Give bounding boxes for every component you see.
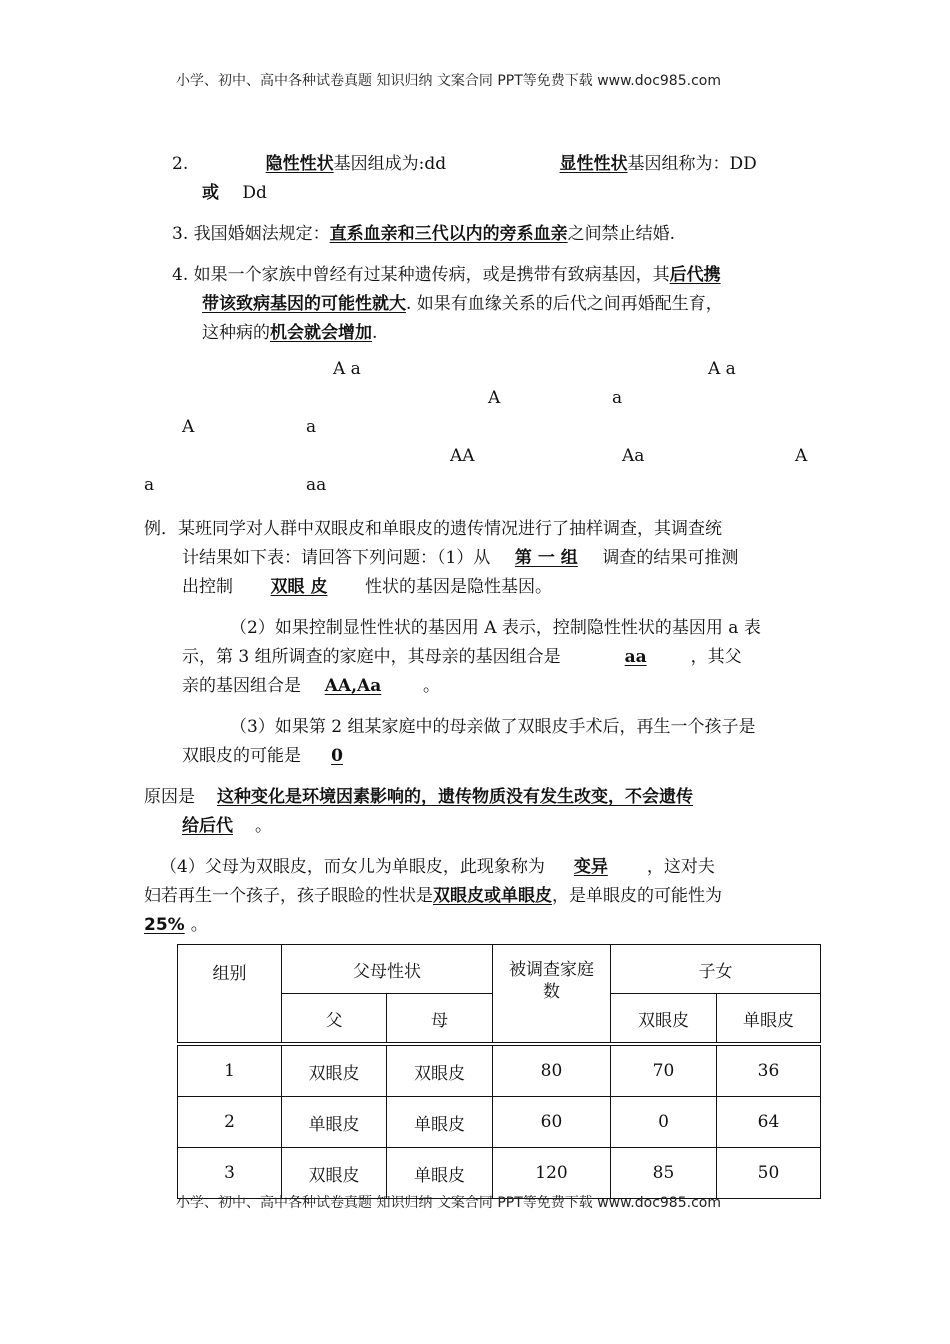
cell-count: 120: [493, 1148, 611, 1199]
cell-group: 2: [178, 1097, 282, 1148]
q4-line-3: [144, 910, 208, 935]
example-trait-answer: 双眼 皮: [270, 577, 328, 597]
cross-offspring-A: A: [795, 446, 808, 466]
item-4-line-2-post: . 如果有血缘关系的后代之间再婚配生育，: [406, 294, 723, 314]
cross-offspring-AA: AA: [450, 446, 475, 466]
item-4-line-1-answer: 后代携: [669, 265, 721, 285]
q4-l2-pre: 妇若再生一个孩子，孩子眼睑的性状是: [144, 886, 433, 906]
example-q1-post: 调查的结果可推测: [602, 548, 739, 568]
q4-probability-answer: 25%: [144, 915, 185, 935]
item-4-number: 4.: [172, 265, 189, 285]
page-header: 小学、初中、高中各种试卷真题 知识归纳 文案合同 PPT等免费下载 www.doc985.com: [176, 73, 721, 89]
item-2-number: 2.: [172, 154, 189, 174]
header-children: 子女: [611, 945, 821, 994]
table-row: [178, 1097, 821, 1148]
page-footer: 小学、初中、高中各种试卷真题 知识归纳 文案合同 PPT等免费下载 www.doc985.com: [176, 1195, 721, 1211]
q2-father-post: 。: [423, 676, 440, 696]
reason-line-1: [144, 782, 693, 807]
q4-post: ，这对夫: [646, 857, 715, 877]
header-parents: 父母性状: [282, 945, 493, 994]
q4-variation-answer: 变异: [573, 857, 608, 877]
item-2-text-1: 基因组成为:dd: [333, 154, 447, 174]
example-trait-post: 性状的基因是隐性基因。: [365, 577, 552, 597]
item-3-answer: 直系血亲和三代以内的旁系血亲: [329, 224, 568, 244]
cross-offspring-Aa: Aa: [622, 446, 645, 466]
item-4-line-2: [202, 289, 723, 314]
header-mother: 母: [387, 994, 493, 1045]
cross-gamete-A-2: A: [182, 417, 195, 437]
reason-answer-1: 这种变化是环境因素影响的，遗传物质没有发生改变，不会遗传: [217, 787, 693, 807]
cell-father: 双眼皮: [282, 1148, 387, 1199]
table-row: [178, 1148, 821, 1199]
cell-father: 双眼皮: [282, 1044, 387, 1097]
example-line-2: [182, 543, 738, 568]
q2-father-answer: AA,Aa: [324, 676, 382, 696]
q2-father-pre: 亲的基因组合是: [182, 676, 301, 696]
item-3-number: 3.: [172, 224, 189, 244]
cross-offspring-a: a: [144, 475, 155, 495]
item-2-dominant-answer: 显性性状: [559, 154, 628, 174]
item-4-line-3-post: .: [372, 323, 378, 343]
item-4-line-3-answer: 机会就会增加: [270, 323, 372, 343]
q2-line-1: （2）如果控制显性性状的基因用 A 表示，控制隐性性状的基因用 a 表: [230, 618, 761, 638]
item-2-recessive-answer: 隐性性状: [265, 154, 334, 174]
header-single-eyelid: 单眼皮: [717, 994, 821, 1045]
item-2-text-2: 基因组称为：DD: [627, 154, 757, 174]
q3-pre: 双眼皮的可能是: [182, 746, 301, 766]
item-4-line-2-answer: 带该致病基因的可能性就大: [202, 294, 406, 314]
table-header-row-1: [178, 945, 821, 994]
table-row: [178, 1044, 821, 1097]
cross-parent-2: A a: [708, 359, 736, 379]
item-4-line-1: [172, 260, 721, 285]
cross-parent-1: A a: [333, 359, 361, 379]
item-4-line-3: [202, 318, 377, 343]
q3-line-1: （3）如果第 2 组某家庭中的母亲做了双眼皮手术后，再生一个孩子是: [230, 717, 756, 737]
q3-line-2: [182, 741, 353, 766]
example-line-1: 例．某班同学对人群中双眼皮和单眼皮的遗传情况进行了抽样调查，其调查统: [144, 519, 722, 539]
item-4-line-3-pre: 这种病的: [202, 323, 270, 343]
header-double-eyelid: 双眼皮: [611, 994, 717, 1045]
reason-line-2: [182, 811, 272, 836]
q4-trait-answer: 双眼皮或单眼皮: [433, 886, 552, 906]
cell-double: 70: [611, 1044, 717, 1097]
item-3-post: 之间禁止结婚.: [567, 224, 676, 244]
survey-table: [177, 944, 821, 1199]
q4-line-2: [144, 881, 722, 906]
q2-mother-post: ，其父: [690, 647, 742, 667]
cell-father: 单眼皮: [282, 1097, 387, 1148]
header-group: 组别: [178, 945, 282, 1045]
reason-answer-2: 给后代: [182, 816, 233, 836]
q2-mother-pre: 示，第 3 组所调查的家庭中，其母亲的基因组合是: [182, 647, 561, 667]
cell-mother: 单眼皮: [387, 1148, 493, 1199]
item-2-line-1: [172, 149, 757, 174]
item-2-dd: Dd: [242, 183, 267, 203]
item-4-line-1-pre: 如果一个家族中曾经有过某种遗传病，或是携带有致病基因，其: [193, 265, 670, 285]
q3-answer: 0: [331, 746, 343, 766]
cell-double: 0: [611, 1097, 717, 1148]
cell-mother: 双眼皮: [387, 1044, 493, 1097]
header-family-count: 被调查家庭数: [493, 945, 611, 1045]
item-2-or: 或: [202, 183, 219, 203]
q4-line-1: [160, 852, 715, 877]
example-line-3: [182, 572, 552, 597]
q4-l3-post: 。: [190, 915, 208, 935]
q2-mother-answer: aa: [624, 647, 647, 667]
item-3: [172, 219, 675, 244]
item-2-line-2: [202, 178, 267, 203]
q2-line-3: [182, 671, 440, 696]
cross-gamete-a-1: a: [612, 388, 623, 408]
example-trait-pre: 出控制: [182, 577, 233, 597]
reason-label: 原因是: [144, 787, 195, 807]
cell-double: 85: [611, 1148, 717, 1199]
cell-single: 50: [717, 1148, 821, 1199]
q4-pre: （4）父母为双眼皮，而女儿为单眼皮，此现象称为: [160, 857, 545, 877]
cell-single: 64: [717, 1097, 821, 1148]
cell-group: 1: [178, 1044, 282, 1097]
example-q1-answer: 第 一 组: [514, 548, 578, 568]
cell-count: 80: [493, 1044, 611, 1097]
header-father: 父: [282, 994, 387, 1045]
item-3-pre: 我国婚姻法规定：: [193, 224, 330, 244]
cross-gamete-a-2: a: [306, 417, 317, 437]
cross-offspring-aa: aa: [306, 475, 327, 495]
cell-mother: 单眼皮: [387, 1097, 493, 1148]
cell-count: 60: [493, 1097, 611, 1148]
cross-gamete-A-1: A: [488, 388, 501, 408]
q4-l2-post: ，是单眼皮的可能性为: [552, 886, 722, 906]
cell-single: 36: [717, 1044, 821, 1097]
cell-group: 3: [178, 1148, 282, 1199]
reason-end: 。: [255, 816, 272, 836]
q2-line-2: [182, 642, 742, 667]
example-q1-pre: 计结果如下表：请回答下列问题：（1）从: [182, 548, 491, 568]
